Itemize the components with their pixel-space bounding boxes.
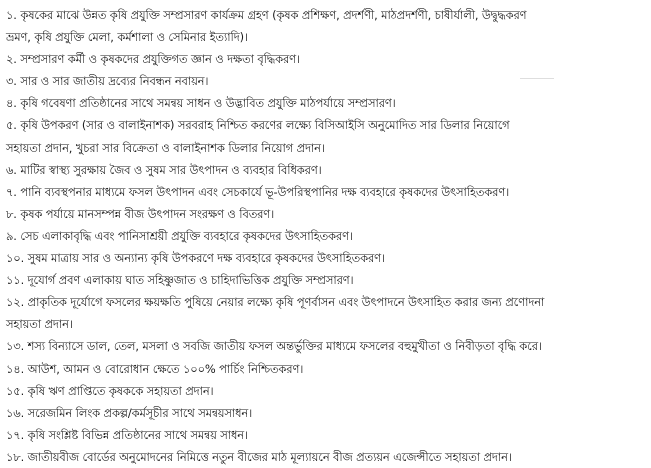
list-item-3-text: ৩. সার ও সার জাতীয় দ্রব্যের নিবন্ধন নবায়ন। bbox=[6, 74, 209, 89]
list-item-13-text: ১৩. শস্য বিন্যাসে ডাল, তেল, মসলা ও সবজি জাতীয় ফসল অন্তর্ভুক্তির মাধ্যমে ফসলের বহুমুখীতা ও নিবীড়তা বৃদ্ধি করে। bbox=[6, 339, 542, 354]
list-item-16-text: ১৬. সরেজমিন লিংক প্রকল্প/কর্মসূচীর সাথে সমন্বয়সাধন। bbox=[6, 405, 253, 420]
list-item-1-text: ১. কৃষকের মাঝে উন্নত কৃষি প্রযুক্তি সম্প্রসারণ কার্যক্রম গ্রহণ (কৃষক প্রশিক্ষণ, প্রদর্শণী, মাঠপ্রদর্শণী, চাষীর্যালী, উদ্বুদ্ধকরণ bbox=[6, 8, 527, 22]
list-item-11-text: ১১. দূযোর্গ প্রবণ এলাকায় ঘাত সহিষ্ণুজাত ও চাহিদাভিত্তিক প্রযুক্তি সম্প্রসারণ। bbox=[6, 273, 354, 288]
scan-mark bbox=[520, 78, 554, 79]
list-item-8-text: ৮. কৃষক পর্যায়ে মানসম্পন্ন বীজ উৎপাদন সংরক্ষণ ও বিতরণ। bbox=[6, 206, 275, 221]
list-item-1 bbox=[6, 4, 648, 48]
list-item-4 bbox=[6, 92, 648, 114]
list-item-17-text: ১৭. কৃষি সংশ্লিষ্ট বিভিন্ন প্রতিষ্ঠানের সাথে সমন্বয় সাধন। bbox=[6, 427, 248, 442]
list-item-15 bbox=[6, 380, 648, 402]
list-item-15-text: ১৫. কৃষি ঋণ প্রাপ্তিতে কৃষককে সহায়তা প্রদান। bbox=[6, 383, 214, 398]
list-item-8 bbox=[6, 203, 648, 225]
list-item-10-text: ১০. সুষম মাত্রায় সার ও অন্যান্য কৃষি উপকরণে দক্ষ ব্যবহারে কৃষকদের উৎসাহিতকরণ। bbox=[6, 251, 385, 266]
list-item-5-text: ৫. কৃষি উপকরণ (সার ও বালাইনাশক) সরবরাহ নিশ্চিত করণের লক্ষ্যে বিসিআইসি অনুমোদিত সার ডিলার নিয়োগে bbox=[6, 118, 510, 133]
list-item-9 bbox=[6, 225, 648, 247]
list-item-9-text: ৯. সেচ এলাকাবৃদ্ধি এবং পানিসাশ্রয়ী প্রযুক্তি ব্যবহারে কৃষকদের উৎসাহিতকরণ। bbox=[6, 228, 353, 243]
list-item-5 bbox=[6, 114, 648, 158]
list-item-2-text: ২. সম্প্রসারণ কর্মী ও কৃষকদের প্রযুক্তিগত জ্ঞান ও দক্ষতা বৃদ্ধিকরণ। bbox=[6, 52, 300, 67]
list-item-12 bbox=[6, 291, 648, 335]
document-page bbox=[6, 4, 648, 468]
list-item-5-continuation: সহায়তা প্রদান, খুচরা সার বিক্রেতা ও বালাইনাশক ডিলার নিয়োগ প্রদান। bbox=[6, 140, 325, 155]
list-item-14-text: ১৪. আউশ, আমন ও বোরোধান ক্ষেতে ১০০% পার্চিং নিশ্চিতকরণ। bbox=[6, 361, 304, 376]
list-item-7 bbox=[6, 181, 648, 203]
list-item-12-continuation: সহায়তা প্রদান। bbox=[6, 317, 73, 332]
list-item-14 bbox=[6, 358, 648, 380]
list-item-17 bbox=[6, 424, 648, 446]
list-item-6 bbox=[6, 159, 648, 181]
list-item-13 bbox=[6, 335, 648, 357]
list-item-6-text: ৬. মাটির স্বাস্থ্য সুরক্ষায় জৈব ও সুষম সার উৎপাদন ও ব্যবহার বিধিকরণ। bbox=[6, 162, 322, 177]
list-item-1-continuation: ভ্রমণ, কৃষি প্রযুক্তি মেলা, কর্মশালা ও সেমিনার ইত্যাদি)। bbox=[6, 30, 248, 45]
list-item-10 bbox=[6, 247, 648, 269]
list-item-4-text: ৪. কৃষি গবেষণা প্রতিষ্ঠানের সাথে সমন্বয় সাধন ও উদ্ভাবিত প্রযুক্তি মাঠপর্যায়ে সম্প্রসারণ। bbox=[6, 96, 396, 111]
list-item-18-text: ১৮. জাতীয়বীজ বোর্ডের অনুমোদনের নিমিত্তে নতুন বীজের মাঠ মূল্যায়নে বীজ প্রত্যয়ন এজেন্সীতে সহায়তা প্রদান। bbox=[6, 449, 512, 464]
list-item-7-text: ৭. পানি ব্যবস্থপনার মাধ্যমে ফসল উৎপাদন এবং সেচকার্যে ভূ-উপরিস্থপানির দক্ষ ব্যবহারে কৃষকদের উৎসাহিতকরণ। bbox=[6, 184, 510, 199]
list-item-3 bbox=[6, 70, 648, 92]
list-item-11 bbox=[6, 269, 648, 291]
list-item-12-text: ১২. প্রাকৃতিক দূর্যোগে ফসলের ক্ষয়ক্ষতি পুষিয়ে নেয়ার লক্ষ্যে কৃষি পূণর্বাসন এবং উৎপাদনে উৎসাহিত করার জন্য প্রণোদনা bbox=[6, 295, 545, 310]
list-item-2 bbox=[6, 48, 648, 70]
list-item-16 bbox=[6, 402, 648, 424]
